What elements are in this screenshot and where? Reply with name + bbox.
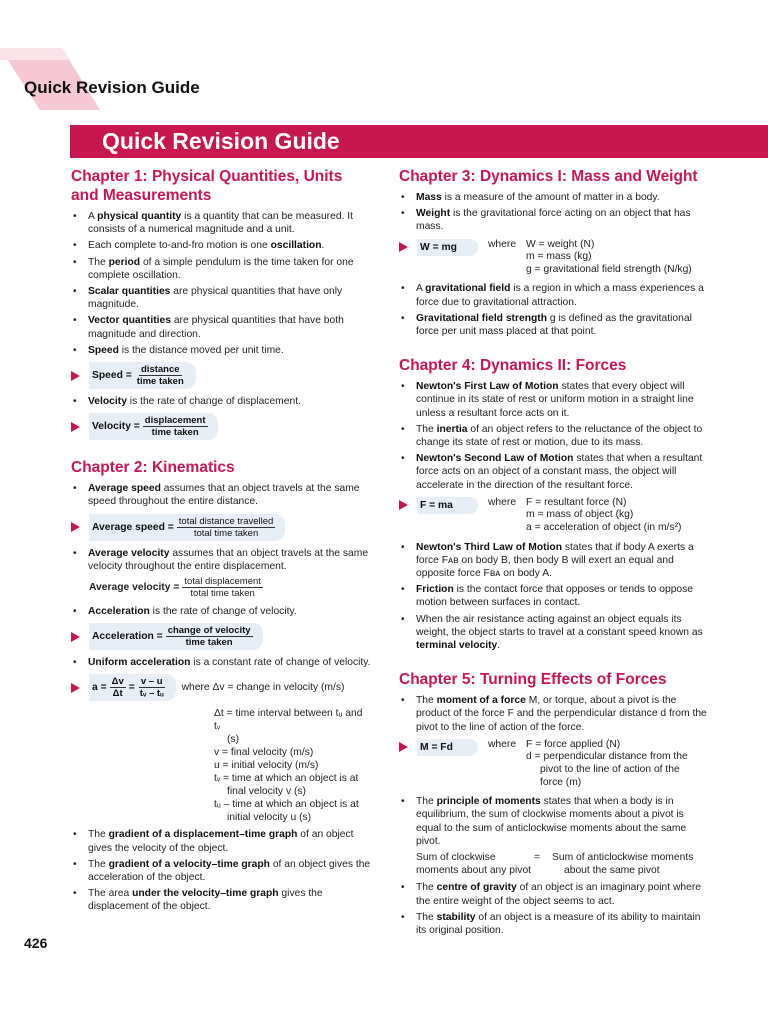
list-item: • The area under the velocity–time graph gives the displacement of the object.: [71, 887, 371, 913]
chapter-1-list: [71, 210, 371, 357]
arrow-icon: [399, 242, 408, 252]
chapter-1-title: Chapter 1: Physical Quantities, Units and Measurements: [71, 168, 343, 204]
list-item: • Mass is a measure of the amount of matter in a body.: [399, 191, 709, 204]
list-item: • Velocity is the rate of change of displacement.: [71, 395, 371, 408]
list-item: • Scalar quantities are physical quantities that have only magnitude.: [71, 285, 371, 311]
left-column: [71, 163, 371, 917]
list-item: • Average velocity assumes that an object travels at the same velocity throughout the entire displacement.: [71, 547, 371, 573]
list-item: • Speed is the distance moved per unit time.: [71, 344, 371, 357]
moment-formula: M = Fd where F = force applied (N) d = perpendicular distance from the pivot to the line of action of the force (m): [399, 739, 709, 789]
list-item: • The moment of a force M, or torque, about a pivot is the product of the force F and the perpendicular distance d from the pivot to the line of action of the force.: [399, 694, 709, 734]
arrow-icon: [71, 371, 80, 381]
list-item: • The principle of moments states that when a body is in equilibrium, the sum of clockwise moments about a pivot is equal to the sum of anticlockwise moments about the same pivot.: [399, 795, 709, 848]
list-item: • Uniform acceleration is a constant rate of change of velocity.: [71, 656, 371, 669]
chapter-3-title: Chapter 3: Dynamics I: Mass and Weight: [399, 168, 698, 185]
list-item: • A physical quantity is a quantity that can be measured. It consists of a numerical magnitude and a unit.: [71, 210, 371, 236]
arrow-icon: [71, 632, 80, 642]
weight-formula: W = mg where W = weight (N) m = mass (kg) g = gravitational field strength (N/kg): [399, 239, 709, 277]
uniform-acceleration-formula: a = $\frac{\Delta v}{\Delta t}$ = $\frac{v - u}{\text{tᵥ – tᵤ}}$ where Δv = change in velocity (m/s): [71, 674, 371, 701]
arrow-icon: [71, 683, 80, 693]
principle-of-moments-equation: Sum of clockwise = Sum of anticlockwise moments moments about any pivot about the same pivot: [416, 852, 694, 877]
list-item: • Gravitational field strength g is defined as the gravitational force per unit mass placed at that point.: [399, 312, 709, 338]
list-item: • The stability of an object is a measure of its ability to maintain its original position.: [399, 911, 709, 937]
title-banner: [70, 125, 768, 158]
arrow-icon: [399, 500, 408, 510]
list-item: • Each complete to-and-fro motion is one oscillation.: [71, 239, 371, 252]
running-header: Quick Revision Guide: [24, 78, 200, 97]
list-item: • A gravitational field is a region in which a mass experiences a force due to gravitational attraction.: [399, 282, 709, 308]
average-velocity-formula: Average velocity = $\frac{\text{total displacement}}{\text{total time taken}}$: [89, 576, 261, 600]
chapter-2-title: Chapter 2: Kinematics: [71, 459, 235, 477]
list-item: • Weight is the gravitational force acting on an object that has mass.: [399, 207, 709, 233]
list-item: • Average speed assumes that an object travels at the same speed throughout the entire distance.: [71, 482, 371, 508]
speed-formula: Speed = $\frac{\text{distance}}{\text{time taken}}$: [71, 362, 371, 389]
list-item: • The centre of gravity of an object is an imaginary point where the entire weight of the object seems to act.: [399, 881, 709, 907]
page-number: 426: [24, 935, 48, 951]
arrow-icon: [71, 422, 80, 432]
chapter-5-title: Chapter 5: Turning Effects of Forces: [399, 671, 667, 689]
list-item: • The gradient of a velocity–time graph of an object gives the acceleration of the object.: [71, 858, 371, 884]
list-item: • Newton's Third Law of Motion states that if body A exerts a force Fᴀʙ on body B, then body B will exert an equal and opposite force Fʙᴀ on body A.: [399, 541, 709, 581]
velocity-formula: Velocity = $\frac{\text{displacement}}{\text{time taken}}$: [71, 413, 371, 440]
list-item: • Friction is the contact force that opposes or tends to oppose motion between surfaces in contact.: [399, 583, 709, 609]
list-item: • Vector quantities are physical quantities that have both magnitude and direction.: [71, 314, 371, 340]
list-item: • Newton's Second Law of Motion states that when a resultant force acts on an object of a constant mass, the object will accelerate in the direction of the resultant force.: [399, 452, 709, 492]
acceleration-formula: Acceleration = $\frac{\text{change of velocity}}{\text{time taken}}$: [71, 623, 371, 650]
right-column: [399, 163, 709, 940]
arrow-icon: [399, 742, 408, 752]
list-item: • Newton's First Law of Motion states that every object will continue in its state of rest or uniform motion in a straight line unless a resultant force acts on it.: [399, 380, 709, 420]
list-item: • When the air resistance acting against an object equals its weight, the object starts to travel at a constant speed known as terminal velocity.: [399, 613, 709, 653]
average-speed-formula: Average speed = $\frac{\text{total distance travelled}}{\text{total time taken}}$: [71, 514, 371, 541]
list-item: • Acceleration is the rate of change of velocity.: [71, 605, 371, 618]
banner-title: Quick Revision Guide: [102, 128, 340, 154]
list-item: • The period of a simple pendulum is the time taken for one complete oscillation.: [71, 256, 371, 282]
chapter-4-title: Chapter 4: Dynamics II: Forces: [399, 357, 627, 375]
force-formula: F = ma where F = resultant force (N) m = mass of object (kg) a = acceleration of object (in m/s²): [399, 497, 709, 535]
kinematics-definitions: Δt = time interval between tᵤ and tᵥ (s) v = final velocity (m/s) u = initial velocity (m/s) tᵥ = time at which an object is at final velocity v (s) tᵤ – time at which an object is at initial velocity u (s): [214, 708, 363, 824]
arrow-icon: [71, 522, 80, 532]
list-item: • The gradient of a displacement–time graph of an object gives the velocity of the object.: [71, 828, 371, 854]
list-item: • The inertia of an object refers to the reluctance of the object to change its state of rest or motion, due to its mass.: [399, 423, 709, 449]
